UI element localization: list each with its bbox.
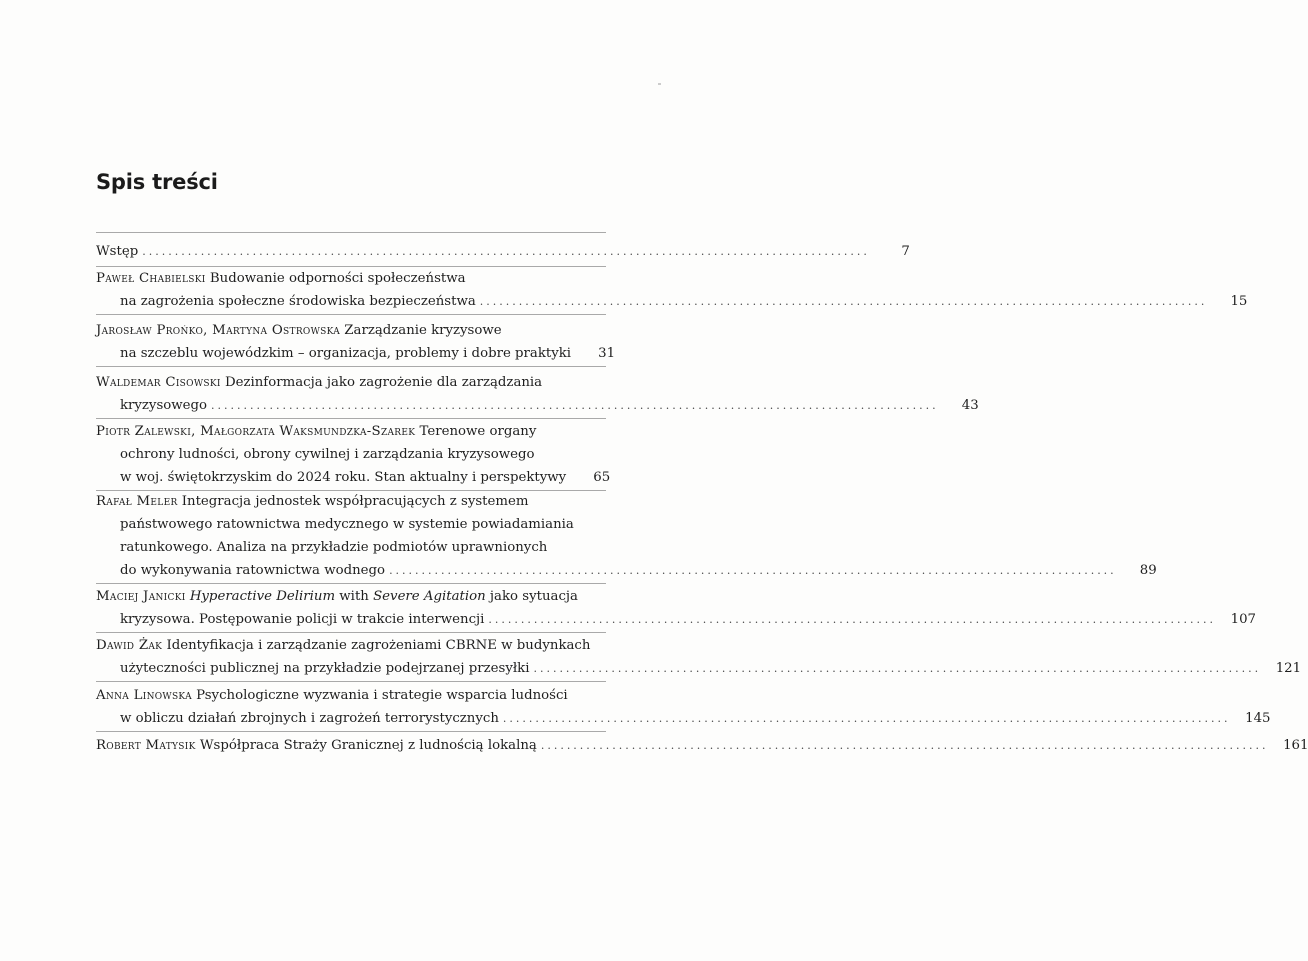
toc-entry[interactable]	[96, 267, 1248, 315]
entry-author: Piotr Zalewski, Małgorzata Waksmundzka-Szarek	[96, 424, 416, 439]
leader-dots: ................................................................................................................	[479, 295, 1208, 308]
entry-title: Dezinformacja jako zagrożenie dla zarządzania	[224, 375, 543, 390]
entry-title-cont: ratunkowego. Analiza na przykładzie podmiotów uprawnionych	[120, 540, 548, 555]
entry-author: Paweł Chabielski	[96, 271, 206, 286]
entry-title: Zarządzanie kryzysowe	[344, 323, 502, 338]
page-number: 161	[1283, 738, 1308, 753]
toc-entry[interactable]	[96, 371, 979, 419]
toc-entry[interactable]	[96, 420, 611, 491]
entry-author: Maciej Janicki	[96, 589, 186, 604]
entry-title-cont: na szczeblu wojewódzkim – organizacja, problemy i dobre praktyki	[120, 346, 572, 361]
entry-title-cont: na zagrożenia społeczne środowiska bezpieczeństwa	[120, 294, 476, 309]
entry-author: Robert Matysik	[96, 738, 196, 753]
entry-author: Jarosław Prońko, Martyna Ostrowska	[96, 323, 341, 338]
leader-dots: ................................................................................................................	[142, 245, 870, 258]
entry-title-cont: użyteczności publicznej na przykładzie podejrzanej przesyłki	[120, 661, 530, 676]
entry-title-cont: ochrony ludności, obrony cywilnej i zarządzania kryzysowego	[120, 447, 535, 462]
page-title: Spis treści	[96, 170, 218, 194]
leader-dots: ................................................................................................................	[533, 662, 1262, 675]
entry-title: Budowanie odporności społeczeństwa	[209, 271, 466, 286]
entry-title-cont: kryzysowa. Postępowanie policji w trakcie interwencji	[120, 612, 485, 627]
leader-dots: ................................................................................................................	[488, 613, 1217, 626]
entry-title: Wstęp	[96, 244, 139, 259]
page-number: 107	[1230, 612, 1257, 627]
entry-title-cont: państwowego ratownictwa medycznego w systemie powiadamiania	[120, 517, 574, 532]
page-number: 145	[1245, 711, 1271, 726]
toc-entry[interactable]	[96, 684, 1271, 732]
entry-author: Dawid Żak	[96, 638, 163, 653]
page-number: 65	[593, 470, 611, 485]
entry-title-cont: w obliczu działań zbrojnych i zagrożeń terrorystycznych	[120, 711, 499, 726]
entry-title-cont: do wykonywania ratownictwa wodnego	[120, 563, 386, 578]
page-number: 15	[1230, 294, 1248, 309]
entry-title-italic: Hyperactive Delirium	[189, 589, 336, 604]
entry-author: Rafał Meler	[96, 494, 178, 509]
toc-entry[interactable]	[96, 319, 616, 367]
entry-title-cont: kryzysowego	[120, 398, 208, 413]
entry-title: Terenowe organy	[419, 424, 537, 439]
toc-entry[interactable]	[96, 734, 1308, 760]
leader-dots: ................................................................................................................	[502, 712, 1231, 725]
page-number: 7	[901, 244, 910, 259]
leader-dots: ................................................................................................................	[389, 564, 1117, 577]
entry-title-tail: jako sytuacja	[485, 589, 578, 604]
entry-title-cont: w woj. świętokrzyskim do 2024 roku. Stan aktualny i perspektywy	[120, 470, 567, 485]
page-number: 89	[1139, 563, 1157, 578]
page-number: 31	[598, 346, 616, 361]
entry-author: Anna Linowska	[96, 688, 192, 703]
toc-entry[interactable]	[96, 634, 1302, 682]
entry-author: Waldemar Cisowski	[96, 375, 221, 390]
scan-speck	[658, 83, 661, 85]
entry-title: Integracja jednostek współpracujących z systemem	[181, 494, 529, 509]
page-number: 121	[1275, 661, 1302, 676]
entry-title-mid: with	[335, 589, 374, 604]
top-rule	[96, 232, 606, 233]
toc-entry[interactable]	[96, 585, 1257, 633]
toc-entry[interactable]	[96, 490, 1157, 584]
toc-entry[interactable]	[96, 240, 910, 267]
entry-title-italic: Severe Agitation	[373, 589, 486, 604]
page-number: 43	[961, 398, 979, 413]
entry-title: Identyfikacja i zarządzanie zagrożeniami CBRNE w budynkach	[166, 638, 591, 653]
entry-title: Współpraca Straży Granicznej z ludnością lokalną	[199, 738, 537, 753]
entry-title: Psychologiczne wyzwania i strategie wsparcia ludności	[196, 688, 568, 703]
leader-dots: ................................................................................................................	[540, 739, 1269, 752]
leader-dots: ................................................................................................................	[211, 399, 939, 412]
